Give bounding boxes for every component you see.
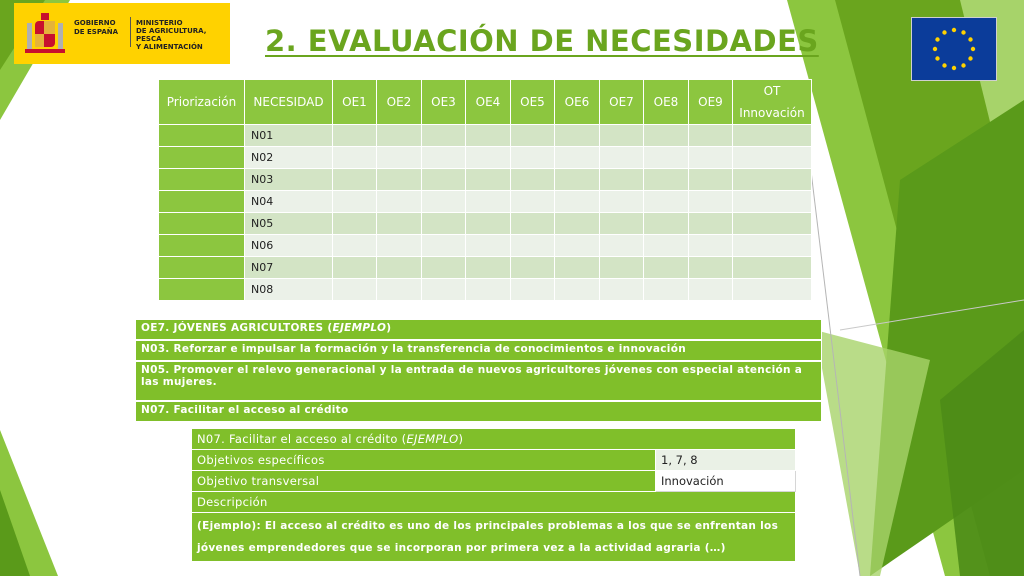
priority-cell[interactable] [159, 279, 245, 301]
obj-trans-label: Objetivo transversal [192, 471, 656, 492]
gobierno-text [74, 19, 118, 37]
page-title: 2. EVALUACIÓN DE NECESIDADES [265, 24, 819, 58]
obj-esp-label: Objetivos específicos [192, 450, 656, 471]
header-oe3: OE3 [422, 80, 466, 125]
need-cell: N04 [245, 191, 333, 213]
oe7-title [135, 319, 822, 340]
oe7-item: N05. Promover el relevo generacional y la entrada de nuevos agricultores jóvenes con especial atención a las mujeres. [135, 361, 822, 401]
ministerio-line-3: Y ALIMENTACIÓN [136, 43, 203, 51]
table-row [159, 279, 812, 301]
priority-cell[interactable] [159, 147, 245, 169]
priority-cell[interactable] [159, 191, 245, 213]
ministerio-text [136, 19, 230, 51]
need-cell: N08 [245, 279, 333, 301]
header-priorizacion: Priorización [159, 80, 245, 125]
need-cell: N05 [245, 213, 333, 235]
table-row [159, 213, 812, 235]
detail-row [192, 450, 796, 471]
detail-row [192, 492, 796, 513]
oe7-item: N07. Facilitar el acceso al crédito [135, 401, 822, 422]
priority-cell[interactable] [159, 235, 245, 257]
header-ot: OT [763, 84, 781, 98]
header-oe6: OE6 [555, 80, 600, 125]
ministerio-line-1: MINISTERIO [136, 19, 183, 27]
desc-text: (Ejemplo): El acceso al crédito es uno de los principales problemas a los que se enfrentan los jóvenes emprendedores que se incorporan por primera vez a la actividad agraria (…) [192, 513, 796, 562]
detail-title-row [192, 429, 796, 450]
obj-esp-value: 1, 7, 8 [656, 450, 796, 471]
oe7-title-text: OE7. JÓVENES AGRICULTORES ( [141, 322, 333, 334]
gobierno-line-1: GOBIERNO [74, 19, 116, 27]
header-oe9: OE9 [689, 80, 733, 125]
header-ot-innovacion [733, 80, 812, 125]
table-row [159, 125, 812, 147]
need-cell: N01 [245, 125, 333, 147]
detail-row [192, 471, 796, 492]
eu-flag-icon [911, 17, 997, 81]
table-row [159, 257, 812, 279]
detail-title-em: EJEMPLO [406, 432, 459, 446]
needs-table [158, 79, 812, 301]
table-row [159, 235, 812, 257]
oe7-item: N03. Reforzar e impulsar la formación y la transferencia de conocimientos e innovación [135, 340, 822, 361]
priority-cell[interactable] [159, 213, 245, 235]
header-oe2: OE2 [377, 80, 422, 125]
header-necesidad: NECESIDAD [245, 80, 333, 125]
ministerio-line-2: DE AGRICULTURA, PESCA [136, 27, 207, 43]
need-cell: N02 [245, 147, 333, 169]
header-oe4: OE4 [466, 80, 511, 125]
detail-row [192, 513, 796, 562]
detail-title-text: N07. Facilitar el acceso al crédito ( [197, 432, 407, 446]
n07-detail-table [191, 428, 796, 562]
gobierno-line-2: DE ESPAÑA [74, 28, 119, 36]
priority-cell[interactable] [159, 257, 245, 279]
header-oe8: OE8 [644, 80, 689, 125]
detail-title-end: ) [458, 432, 464, 446]
priority-cell[interactable] [159, 169, 245, 191]
table-row [159, 191, 812, 213]
coat-of-arms-icon [22, 9, 68, 57]
table-row [159, 147, 812, 169]
desc-label: Descripción [192, 492, 796, 513]
oe7-title-em: EJEMPLO [332, 322, 387, 334]
header-oe7: OE7 [600, 80, 644, 125]
oe7-box [135, 319, 822, 422]
obj-trans-value: Innovación [656, 471, 796, 492]
need-cell: N06 [245, 235, 333, 257]
table-header-row [159, 80, 812, 125]
header-oe5: OE5 [511, 80, 555, 125]
detail-title [192, 429, 796, 450]
need-cell: N03 [245, 169, 333, 191]
header-oe1: OE1 [333, 80, 377, 125]
header-innovacion: Innovación [739, 106, 805, 120]
priority-cell[interactable] [159, 125, 245, 147]
government-logo [14, 3, 230, 64]
logo-divider [130, 17, 131, 47]
table-row [159, 169, 812, 191]
need-cell: N07 [245, 257, 333, 279]
oe7-title-end: ) [386, 322, 392, 334]
